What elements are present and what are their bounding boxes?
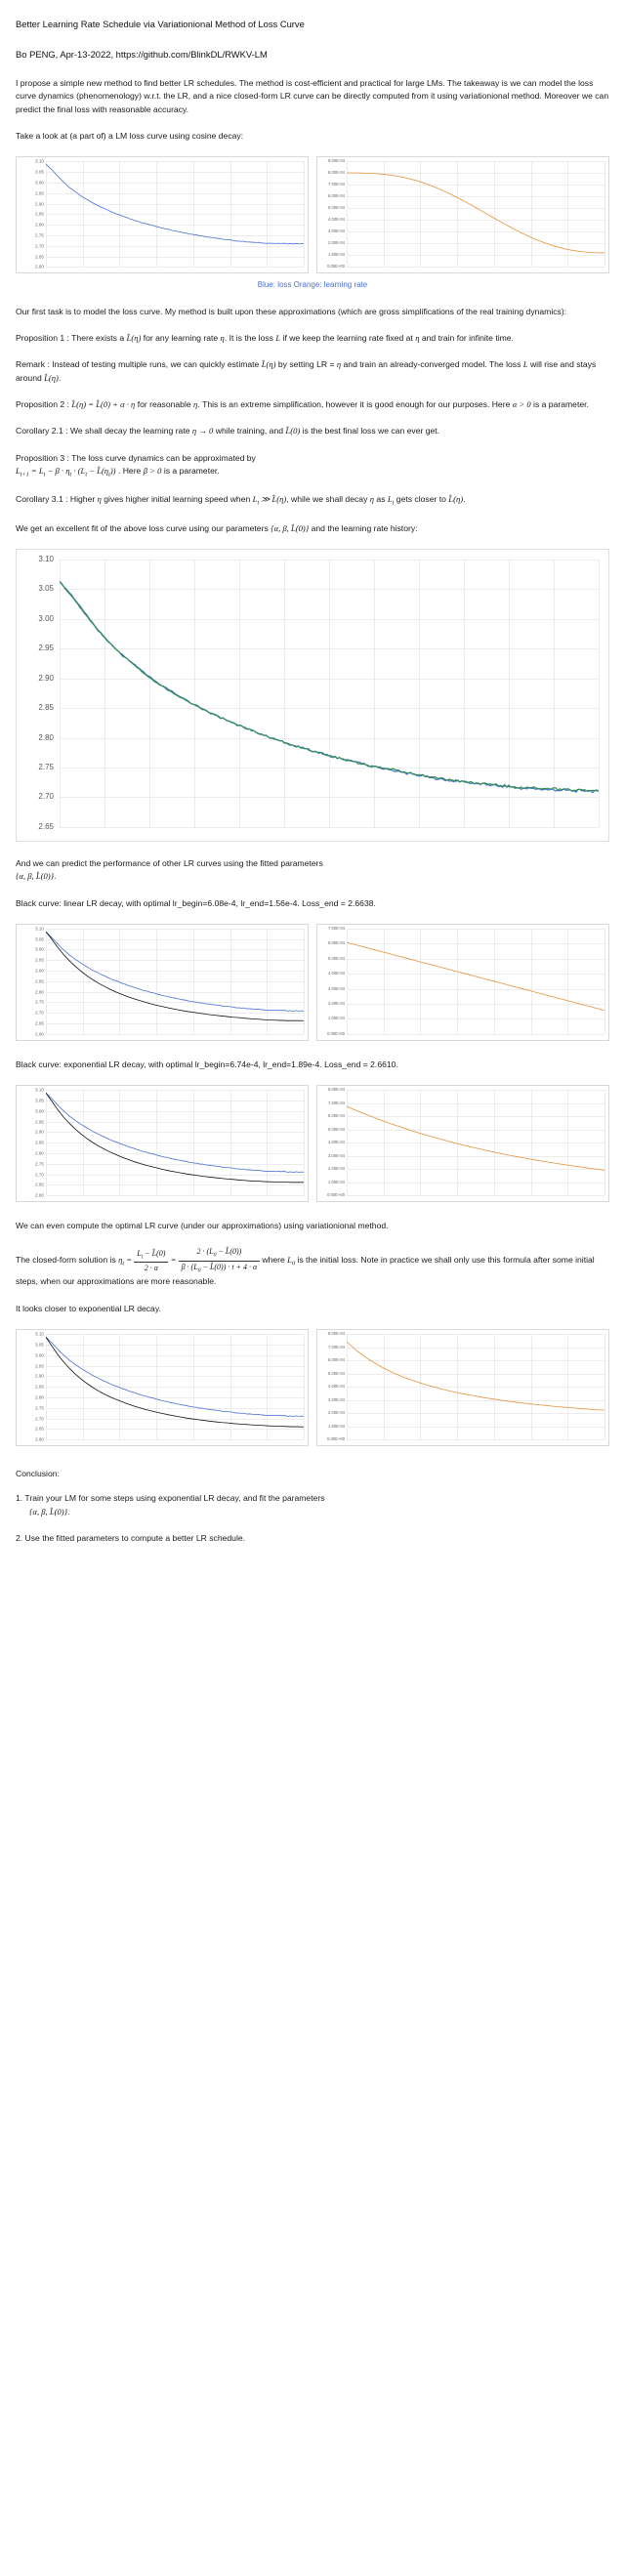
page-title: Better Learning Rate Schedule via Variationional Method of Loss Curve bbox=[16, 19, 305, 29]
chart-fig1-lr bbox=[316, 156, 609, 273]
y-tick-label: 2.80 bbox=[38, 732, 54, 742]
conclusion-item-2: 2. Use the fitted parameters to compute a better LR schedule. bbox=[16, 1533, 246, 1544]
y-tick-label: 2.65 bbox=[35, 1182, 44, 1187]
chart-svg bbox=[347, 1090, 604, 1195]
gridline-vertical bbox=[599, 560, 600, 827]
y-tick-label: 2.65 bbox=[35, 1426, 44, 1432]
figure-1 bbox=[16, 156, 609, 273]
gridline-horizontal bbox=[46, 1439, 304, 1440]
gridline-vertical bbox=[604, 1090, 605, 1195]
y-tick-label: 3.10 bbox=[35, 926, 44, 932]
y-tick-label: 3.05 bbox=[38, 584, 54, 594]
series-line bbox=[46, 932, 304, 1011]
closedform-math-L0: $L_0$ bbox=[287, 1255, 296, 1268]
y-tick-label: 3.10 bbox=[38, 554, 54, 563]
y-axis bbox=[17, 157, 46, 272]
y-tick-label: 0.00E+00 bbox=[326, 264, 345, 270]
y-tick-label: 3.05 bbox=[35, 936, 44, 942]
prop2-math-eta: η bbox=[193, 399, 198, 410]
prop1-a: There exists a bbox=[71, 333, 125, 344]
y-tick-label: 1.00E-04 bbox=[328, 1179, 345, 1184]
remark-c: and train an already-converged model. The loss bbox=[343, 359, 521, 370]
y-tick-label: 4.00E-04 bbox=[328, 1139, 345, 1144]
chart-fig5-loss bbox=[16, 1329, 309, 1446]
figure-3 bbox=[16, 924, 609, 1041]
remark-d: will rise and stays around bbox=[16, 359, 597, 383]
plot-area bbox=[46, 1334, 304, 1439]
variational-paragraph: We can even compute the optimal LR curve (under our approximations) using variationional method. bbox=[16, 1221, 389, 1231]
remark-math-lhat2: L̂(η) bbox=[44, 372, 59, 383]
prop3-equation: $L_{t+1} = L_t - \beta \cdot \eta_t \cdot (L_t$ − $L̂(\eta_t)$) bbox=[16, 465, 116, 478]
remark-math-L: L bbox=[522, 359, 528, 370]
proposition-2 bbox=[16, 398, 609, 411]
series-line bbox=[46, 1337, 304, 1416]
series-line bbox=[347, 173, 604, 253]
chart-fig2-fit bbox=[16, 549, 609, 842]
closed-form-paragraph bbox=[16, 1246, 609, 1288]
chart-fig4-loss bbox=[16, 1085, 309, 1202]
y-tick-label: 1.00E-04 bbox=[328, 252, 345, 258]
series-line bbox=[60, 581, 599, 791]
chart-svg bbox=[347, 929, 604, 1034]
y-tick-label: 1.00E-04 bbox=[328, 1016, 345, 1021]
y-tick-label: 2.95 bbox=[38, 644, 54, 653]
cor31-math-eta: η bbox=[97, 494, 102, 505]
gridline-horizontal bbox=[347, 267, 604, 268]
params-set-2: {α, β, L̂(0)} bbox=[16, 871, 55, 882]
y-tick-label: 2.75 bbox=[38, 762, 54, 771]
chart-svg bbox=[46, 929, 304, 1034]
figure-5 bbox=[16, 1329, 609, 1446]
y-axis bbox=[317, 925, 347, 1040]
series-line bbox=[60, 581, 599, 792]
y-tick-label: 5.00E-04 bbox=[328, 955, 345, 961]
gridline-vertical bbox=[304, 161, 305, 267]
y-tick-label: 2.60 bbox=[35, 1436, 44, 1442]
cor21-a: We shall decay the learning rate bbox=[69, 426, 190, 436]
y-tick-label: 4.00E-04 bbox=[328, 970, 345, 976]
chart-svg bbox=[46, 1334, 304, 1439]
y-axis bbox=[17, 925, 46, 1040]
series-line bbox=[46, 932, 304, 1020]
excellent-fit-paragraph bbox=[16, 522, 609, 535]
y-tick-label: 3.10 bbox=[35, 1087, 44, 1093]
y-tick-label: 2.60 bbox=[35, 264, 44, 270]
closedform-a: The closed-form solution is bbox=[16, 1255, 116, 1266]
cor21-b: while training, and bbox=[215, 426, 284, 436]
chart-fig3-lr bbox=[316, 924, 609, 1041]
y-tick-label: 2.85 bbox=[35, 1140, 44, 1145]
y-tick-label: 2.00E-04 bbox=[328, 240, 345, 246]
y-tick-label: 3.00E-04 bbox=[328, 229, 345, 234]
y-tick-label: 2.80 bbox=[35, 989, 44, 995]
gridline-vertical bbox=[604, 1334, 605, 1439]
gridline-horizontal bbox=[347, 1439, 604, 1440]
remark-a: Instead of testing multiple runs, we can quickly estimate bbox=[52, 359, 260, 370]
prop3-c: is a parameter. bbox=[163, 465, 220, 476]
y-tick-label: 3.00E-04 bbox=[328, 985, 345, 991]
closer-paragraph: It looks closer to exponential LR decay. bbox=[16, 1303, 161, 1313]
closedform-c: is the initial loss. Note in practice we shall only use this formula after some initial steps, when our approximations are more reasonable. bbox=[16, 1255, 595, 1287]
closed-form-equation: $\eta_t$ = $\frac{L_t - L̂(0)}{2 \cdot \alpha}$ = $\frac{2 \cdot (L_0 - L̂(0))}{\beta \cdot (L_0 - L̂(0)) \cdot t + 4 \cdot \alpha}$ bbox=[118, 1255, 262, 1265]
y-tick-label: 2.70 bbox=[38, 792, 54, 802]
y-axis bbox=[17, 1086, 46, 1201]
y-tick-label: 2.65 bbox=[35, 254, 44, 260]
y-tick-label: 0.00E+00 bbox=[326, 1191, 345, 1197]
corollary-3-1 bbox=[16, 493, 609, 508]
prop1-math-eta2: η bbox=[415, 333, 420, 344]
y-tick-label: 5.00E-04 bbox=[328, 1370, 345, 1376]
y-tick-label: 3.00 bbox=[35, 180, 44, 186]
y-tick-label: 6.00E-04 bbox=[328, 1112, 345, 1118]
y-tick-label: 7.00E-04 bbox=[328, 1100, 345, 1105]
take-a-look-paragraph: Take a look at (a part of) a LM loss curve using cosine decay: bbox=[16, 131, 244, 142]
y-tick-label: 1.00E-04 bbox=[328, 1423, 345, 1429]
y-tick-label: 2.60 bbox=[35, 1031, 44, 1037]
y-tick-label: 2.90 bbox=[35, 201, 44, 207]
prop1-math-L: L bbox=[275, 333, 281, 344]
y-tick-label: 2.85 bbox=[35, 1384, 44, 1390]
series-line bbox=[46, 1093, 304, 1172]
prop2-label: Proposition 2 : bbox=[16, 399, 69, 410]
y-tick-label: 2.85 bbox=[35, 978, 44, 984]
y-tick-label: 3.05 bbox=[35, 1098, 44, 1103]
prop2-math-alpha: α > 0 bbox=[512, 399, 531, 410]
y-tick-label: 2.90 bbox=[38, 673, 54, 683]
y-tick-label: 3.00 bbox=[35, 1352, 44, 1358]
cor31-f: . bbox=[463, 494, 466, 505]
y-tick-label: 2.90 bbox=[35, 1373, 44, 1379]
y-tick-label: 2.95 bbox=[35, 957, 44, 963]
byline: Bo PENG, Apr-13-2022, https://github.com/BlinkDL/RWKV-LM bbox=[16, 48, 268, 60]
y-tick-label: 2.70 bbox=[35, 243, 44, 249]
y-tick-label: 2.95 bbox=[35, 1362, 44, 1368]
y-tick-label: 4.00E-04 bbox=[328, 217, 345, 223]
y-tick-label: 5.00E-04 bbox=[328, 205, 345, 211]
params-set-1: {α, β, L̂(0)} bbox=[271, 522, 310, 533]
y-tick-label: 3.00 bbox=[38, 613, 54, 623]
y-tick-label: 8.00E-04 bbox=[328, 1330, 345, 1336]
y-tick-label: 9.00E-04 bbox=[328, 158, 345, 164]
prop3-a: The loss curve dynamics can be approximated by bbox=[71, 452, 256, 463]
chart-svg bbox=[347, 161, 604, 267]
y-tick-label: 2.90 bbox=[35, 1129, 44, 1135]
prop1-c: . It is the loss bbox=[224, 333, 273, 344]
prop1-label: Proposition 1 : bbox=[16, 333, 69, 344]
plot-area bbox=[347, 1090, 604, 1195]
series-line bbox=[347, 942, 604, 1011]
y-tick-label: 3.00E-04 bbox=[328, 1396, 345, 1402]
gridline-horizontal bbox=[347, 1034, 604, 1035]
y-tick-label: 3.00 bbox=[35, 946, 44, 952]
prop1-math-eta: η bbox=[220, 333, 225, 344]
chart-fig4-lr bbox=[316, 1085, 609, 1202]
chart-svg bbox=[347, 1334, 604, 1439]
series-line bbox=[46, 1337, 304, 1427]
plot-area bbox=[347, 1334, 604, 1439]
y-tick-label: 4.00E-04 bbox=[328, 1383, 345, 1389]
y-tick-label: 6.00E-04 bbox=[328, 193, 345, 199]
prop2-c: is a parameter. bbox=[533, 399, 589, 410]
figure-4 bbox=[16, 1085, 609, 1202]
y-tick-label: 2.70 bbox=[35, 1171, 44, 1177]
black-linear-paragraph: Black curve: linear LR decay, with optimal lr_begin=6.08e-4, lr_end=1.56e-4. Loss_end = 2.6638. bbox=[16, 897, 376, 908]
gridline-horizontal bbox=[347, 1195, 604, 1196]
remark-label: Remark : bbox=[16, 359, 50, 370]
y-tick-label: 3.00E-04 bbox=[328, 1152, 345, 1158]
y-tick-label: 7.00E-04 bbox=[328, 182, 345, 187]
prop2-b: . This is an extreme simplification, however it is good enough for our purposes. Here bbox=[197, 399, 511, 410]
cor31-e: gets closer to bbox=[396, 494, 446, 505]
cor21-c: is the best final loss we can ever get. bbox=[302, 426, 440, 436]
cor31-label: Corollary 3.1 : bbox=[16, 494, 68, 505]
cor31-c: , while we shall decay bbox=[286, 494, 368, 505]
gridline-horizontal bbox=[46, 1034, 304, 1035]
cor21-math-lhat0: L̂(0) bbox=[285, 426, 301, 436]
first-task-paragraph: Our first task is to model the loss curve. My method is built upon these approximations (which are gross simplifications of the real training dynamics): bbox=[16, 306, 567, 316]
gridline-horizontal bbox=[46, 267, 304, 268]
black-exp-paragraph: Black curve: exponential LR decay, with optimal lr_begin=6.74e-4, lr_end=1.89e-4. Loss_end = 2.6610. bbox=[16, 1059, 398, 1069]
y-tick-label: 7.00E-04 bbox=[328, 1344, 345, 1350]
y-tick-label: 2.75 bbox=[35, 999, 44, 1005]
prop1-b: for any learning rate bbox=[143, 333, 219, 344]
y-tick-label: 2.75 bbox=[35, 232, 44, 238]
excellent-a: We get an excellent fit of the above loss curve using our parameters bbox=[16, 522, 269, 533]
y-tick-label: 3.05 bbox=[35, 169, 44, 175]
y-tick-label: 2.85 bbox=[35, 211, 44, 217]
cor31-d: as bbox=[376, 494, 386, 505]
y-tick-label: 0.00E+00 bbox=[326, 1030, 345, 1036]
chart-fig1-loss bbox=[16, 156, 309, 273]
intro-paragraph: I propose a simple new method to find better LR schedules. The method is cost-efficient and practical for large LMs. The takeaway is we can model the loss curve dynamics (phenomenology) w.r.t. the LR, and a nice closed-form LR curve can be directly computed from it using variationional method. Moreover we can predict the final loss with reasonable accuracy. bbox=[16, 78, 609, 114]
y-axis bbox=[317, 157, 347, 272]
y-axis bbox=[317, 1330, 347, 1445]
prop3-math-beta: β > 0 bbox=[143, 465, 162, 476]
remark-math-eta: η bbox=[336, 359, 342, 370]
concl1-b: . bbox=[67, 1506, 70, 1517]
cor31-math-ineq: $L_t$ ≫ L̂(η) bbox=[252, 494, 287, 507]
prop1-math-lhat: L̂(η) bbox=[126, 333, 142, 344]
conclusion-heading: Conclusion: bbox=[16, 1469, 60, 1479]
y-axis bbox=[17, 1330, 46, 1445]
gridline-vertical bbox=[604, 161, 605, 267]
remark bbox=[16, 358, 609, 385]
cor21-math-eta: η → 0 bbox=[191, 426, 214, 436]
proposition-1 bbox=[16, 332, 609, 345]
y-tick-label: 0.00E+00 bbox=[326, 1435, 345, 1441]
prop1-d: if we keep the learning rate fixed at bbox=[282, 333, 413, 344]
cor31-b: gives higher initial learning speed when bbox=[104, 494, 251, 505]
y-tick-label: 8.00E-04 bbox=[328, 170, 345, 176]
closedform-b: where bbox=[262, 1255, 285, 1266]
predict-a: And we can predict the performance of other LR curves using the fitted parameters bbox=[16, 857, 323, 868]
remark-b: by setting LR = bbox=[277, 359, 335, 370]
y-tick-label: 3.10 bbox=[35, 1331, 44, 1337]
plot-area bbox=[347, 929, 604, 1034]
gridline-horizontal bbox=[60, 827, 599, 828]
y-tick-label: 2.00E-04 bbox=[328, 1409, 345, 1415]
series-line bbox=[46, 1093, 304, 1183]
y-tick-label: 2.95 bbox=[35, 190, 44, 196]
y-axis bbox=[17, 550, 60, 841]
prop3-label: Proposition 3 : bbox=[16, 452, 69, 463]
y-tick-label: 2.65 bbox=[35, 1020, 44, 1026]
y-tick-label: 2.85 bbox=[38, 702, 54, 712]
y-tick-label: 2.70 bbox=[35, 1415, 44, 1421]
y-tick-label: 6.00E-04 bbox=[328, 1356, 345, 1362]
series-line bbox=[347, 1106, 604, 1170]
chart-fig3-loss bbox=[16, 924, 309, 1041]
y-tick-label: 2.80 bbox=[35, 1394, 44, 1400]
y-tick-label: 2.00E-04 bbox=[328, 1165, 345, 1171]
cor31-a: Higher bbox=[69, 494, 96, 505]
corollary-2-1 bbox=[16, 425, 609, 437]
y-tick-label: 2.80 bbox=[35, 222, 44, 228]
series-line bbox=[347, 1342, 604, 1410]
y-tick-label: 2.65 bbox=[38, 821, 54, 831]
y-tick-label: 6.00E-04 bbox=[328, 940, 345, 945]
cor21-label: Corollary 2.1 : bbox=[16, 426, 68, 436]
predict-b: . bbox=[54, 871, 57, 882]
y-tick-label: 2.75 bbox=[35, 1405, 44, 1411]
chart-svg bbox=[60, 560, 599, 827]
y-tick-label: 2.00E-04 bbox=[328, 1000, 345, 1006]
chart-svg bbox=[46, 161, 304, 267]
proposition-3 bbox=[16, 452, 609, 480]
y-tick-label: 5.00E-04 bbox=[328, 1126, 345, 1132]
remark-e: . bbox=[58, 372, 62, 383]
y-tick-label: 2.75 bbox=[35, 1161, 44, 1167]
chart-fig5-lr bbox=[316, 1329, 609, 1446]
y-tick-label: 7.00E-04 bbox=[328, 925, 345, 931]
y-tick-label: 2.95 bbox=[35, 1118, 44, 1124]
gridline-vertical bbox=[304, 1334, 305, 1439]
y-tick-label: 3.05 bbox=[35, 1342, 44, 1348]
remark-math-lhat: L̂(η) bbox=[261, 359, 276, 370]
plot-area bbox=[60, 560, 599, 827]
prop3-b: . Here bbox=[117, 465, 142, 476]
y-tick-label: 2.70 bbox=[35, 1010, 44, 1016]
gridline-vertical bbox=[304, 929, 305, 1034]
y-tick-label: 2.80 bbox=[35, 1150, 44, 1156]
plot-area bbox=[46, 929, 304, 1034]
predict-paragraph bbox=[16, 857, 609, 884]
y-tick-label: 2.60 bbox=[35, 1192, 44, 1198]
figure-1-caption: Blue: loss Orange: learning rate bbox=[257, 280, 368, 290]
excellent-b: and the learning rate history: bbox=[311, 522, 418, 533]
conclusion-item-1 bbox=[16, 1492, 609, 1518]
gridline-vertical bbox=[604, 929, 605, 1034]
gridline-vertical bbox=[304, 1090, 305, 1195]
cor31-math-eta2: η bbox=[369, 494, 375, 505]
series-line bbox=[46, 165, 304, 245]
y-tick-label: 2.90 bbox=[35, 968, 44, 974]
y-tick-label: 3.10 bbox=[35, 158, 44, 164]
params-set-3: {α, β, L̂(0)} bbox=[29, 1506, 68, 1517]
chart-svg bbox=[46, 1090, 304, 1195]
y-axis bbox=[317, 1086, 347, 1201]
gridline-horizontal bbox=[46, 1195, 304, 1196]
plot-area bbox=[347, 161, 604, 267]
prop2-equation: L̂(η) = L̂(0) + α · η bbox=[71, 399, 136, 410]
plot-area bbox=[46, 1090, 304, 1195]
prop1-e: and train for infinite time. bbox=[421, 333, 514, 344]
cor31-math-Lt: $L_t$ bbox=[387, 494, 395, 507]
y-tick-label: 8.00E-04 bbox=[328, 1086, 345, 1092]
cor31-math-lhat: L̂(η) bbox=[448, 494, 464, 505]
plot-area bbox=[46, 161, 304, 267]
prop2-a: for reasonable bbox=[137, 399, 191, 410]
y-tick-label: 3.00 bbox=[35, 1108, 44, 1114]
concl1-a: 1. Train your LM for some steps using exponential LR decay, and fit the parameters bbox=[16, 1493, 325, 1504]
